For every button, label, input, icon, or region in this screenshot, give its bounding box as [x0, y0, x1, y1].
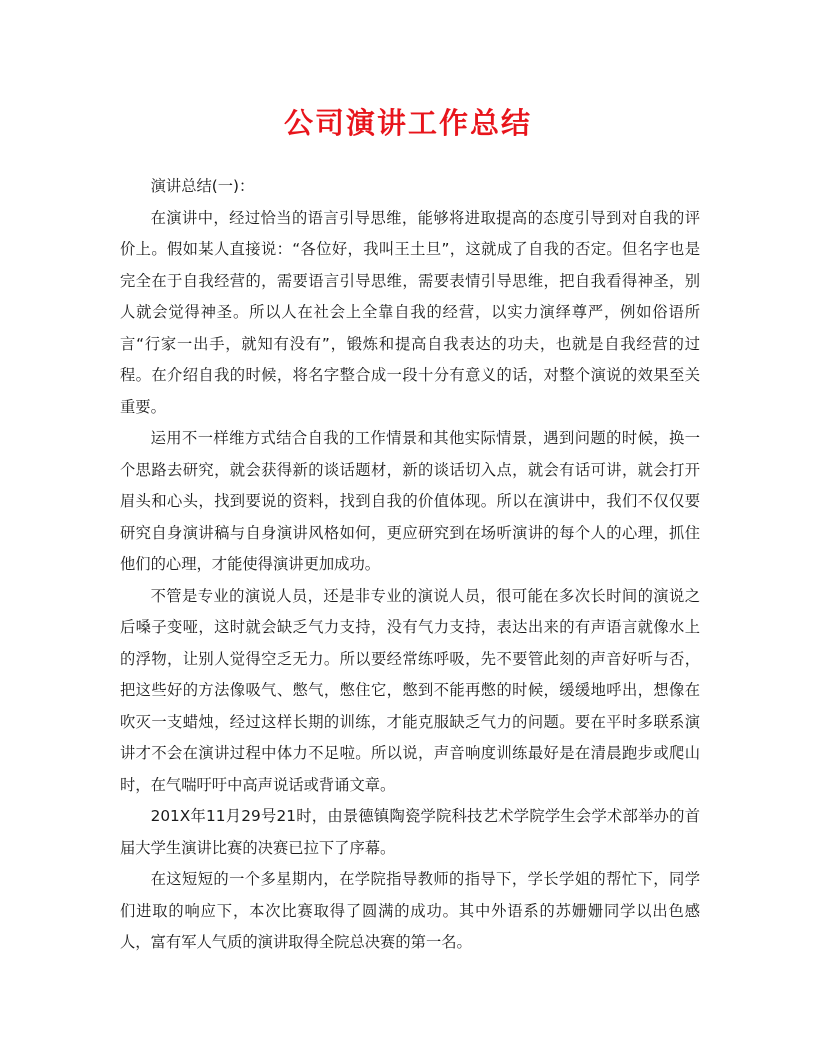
paragraph: 运用不一样维方式结合自我的工作情景和其他实际情景，遇到问题的时候，换一个思路去研究，就会获得新的谈话题材，新的谈话切入点，就会有话可讲，就会打开眉头和心头，找到要说的资料，找到自我的价值体现。所以在演讲中，我们不仅仅要研究自身演讲稿与自身演讲风格如何，更应研究到在场听演讲的每个人的心理，抓住他们的心理，才能使得演讲更加成功。: [120, 429, 700, 573]
section-heading: 演讲总结(一)：: [150, 177, 255, 195]
document-title: 公司演讲工作总结: [283, 106, 532, 140]
document-body: [120, 171, 700, 959]
paragraph: 在这短短的一个多星期内，在学院指导教师的指导下，学长学姐的帮忙下，同学们进取的响应下，本次比赛取得了圆满的成功。其中外语系的苏姗姗同学以出色感人，富有军人气质的演讲取得全院总决赛的第一名。: [120, 870, 700, 951]
paragraph: 不管是专业的演说人员，还是非专业的演说人员，很可能在多次长时间的演说之后嗓子变哑，这时就会缺乏气力支持，没有气力支持，表达出来的有声语言就像水上的浮物，让别人觉得空乏无力。所以要经常练呼吸，先不要管此刻的声音好听与否，把这些好的方法像吸气、憋气，憋住它，憋到不能再憋的时候，缓缓地呼出，想像在吹灭一支蜡烛，经过这样长期的训练，才能克服缺乏气力的问题。要在平时多联系演讲才不会在演讲过程中体力不足啦。所以说，声音响度训练最好是在清晨跑步或爬山时，在气喘吁吁中高声说话或背诵文章。: [120, 586, 700, 794]
paragraph: 201X年11月29号21时，由景德镇陶瓷学院科技艺术学院学生会学术部举办的首届大学生演讲比赛的决赛已拉下了序幕。: [120, 807, 700, 857]
paragraph: 在演讲中，经过恰当的语言引导思维，能够将进取提高的态度引导到对自我的评价上。假如某人直接说：“各位好，我叫王土旦”，这就成了自我的否定。但名字也是完全在于自我经营的，需要语言引导思维，需要表情引导思维，把自我看得神圣，别人就会觉得神圣。所以人在社会上全靠自我的经营，以实力演绎尊严，例如俗语所言“行家一出手，就知有没有”，锻炼和提高自我表达的功夫，也就是自我经营的过程。在介绍自我的时候，将名字整合成一段十分有意义的话，对整个演说的效果至关重要。: [120, 208, 700, 416]
